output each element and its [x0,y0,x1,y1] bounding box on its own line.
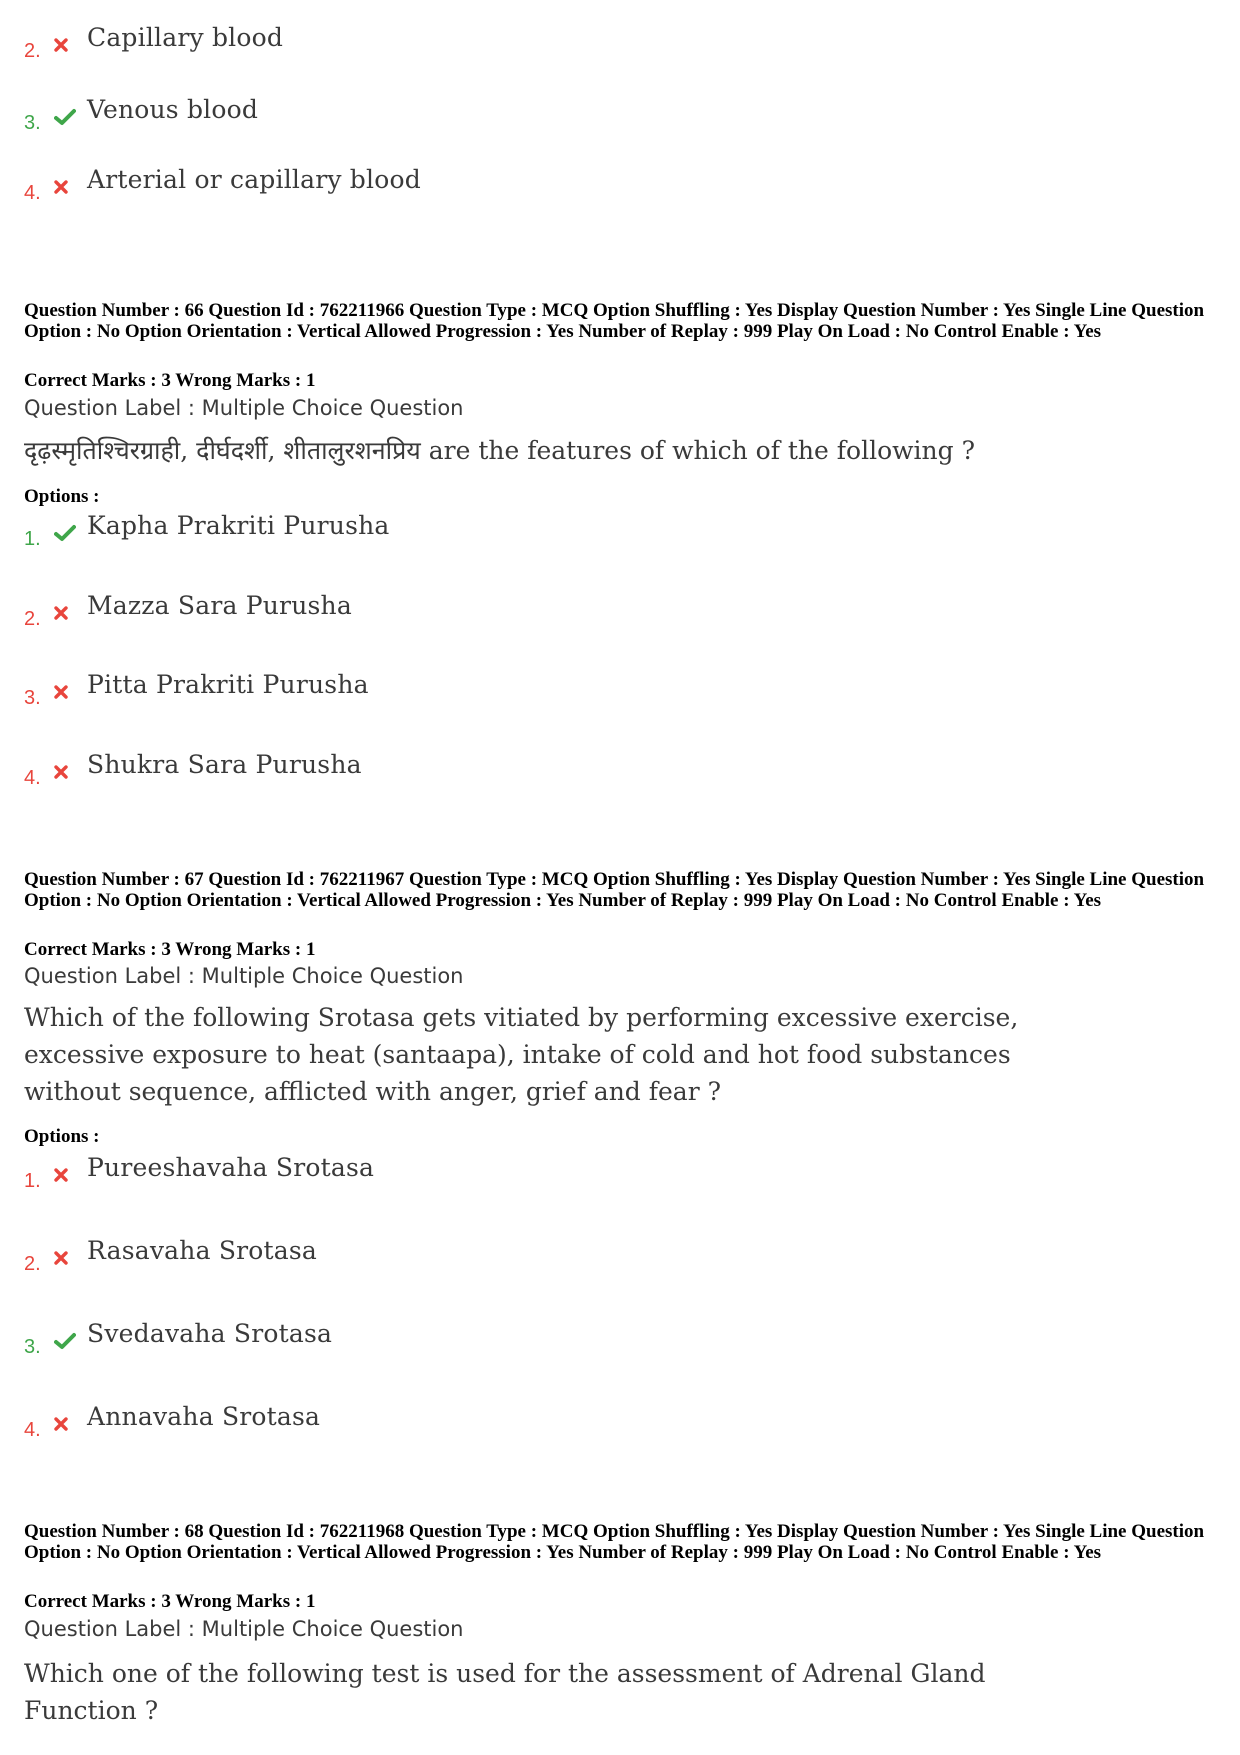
question-text: दृढ़स्मृतिश्चिरग्राही, दीर्घदर्शी, शीतालुरशनप्रिय are the features of which of the following ? [24,436,975,465]
option-number: 1. [24,528,41,550]
option-text: Venous blood [87,95,259,124]
question-label: Question Label : Multiple Choice Question [24,1617,464,1641]
question-meta: Question Number : 67 Question Id : 762211967 Question Type : MCQ Option Shuffling : Yes Display Question Number : Yes Single Line Question Option : No Option Orientation : Vertical Allowed Progression : Yes Number of Replay : 999 Play On Load : No Control Enable : Yes [24,869,1205,911]
cross-icon [54,1251,68,1265]
option-number: 4. [24,1419,41,1441]
option-text: Capillary blood [87,23,284,52]
options-label: Options : [24,486,100,507]
option-text: Rasavaha Srotasa [87,1236,318,1265]
cross-icon [54,765,68,779]
option-number: 2. [24,40,41,62]
cross-icon [54,38,68,52]
question-marks: Correct Marks : 3 Wrong Marks : 1 [24,370,316,391]
check-icon [54,524,76,542]
cross-icon [54,180,68,194]
option-text: Shukra Sara Purusha [87,750,362,779]
options-label: Options : [24,1126,100,1147]
option-number: 3. [24,112,41,134]
question-marks: Correct Marks : 3 Wrong Marks : 1 [24,1591,316,1612]
option-number: 3. [24,687,41,709]
question-text: Which one of the following test is used for the assessment of Adrenal Gland Function ? [24,1659,986,1725]
option-number: 4. [24,767,41,789]
option-text: Annavaha Srotasa [87,1402,321,1431]
option-text: Arterial or capillary blood [87,165,421,194]
check-icon [54,1332,76,1350]
option-text: Pitta Prakriti Purusha [87,670,369,699]
check-icon [54,108,76,126]
cross-icon [54,606,68,620]
question-label: Question Label : Multiple Choice Question [24,964,464,988]
question-label: Question Label : Multiple Choice Question [24,396,464,420]
question-text: Which of the following Srotasa gets vitiated by performing excessive exercise, excessive exposure to heat (santaapa), intake of cold and hot food substances without sequence, afflicted with anger, grief and fear ? [24,1003,1019,1106]
cross-icon [54,685,68,699]
option-text: Pureeshavaha Srotasa [87,1153,375,1182]
option-text: Mazza Sara Purusha [87,591,352,620]
option-number: 2. [24,608,41,630]
option-number: 1. [24,1170,41,1192]
option-number: 3. [24,1336,41,1358]
question-meta: Question Number : 66 Question Id : 762211966 Question Type : MCQ Option Shuffling : Yes Display Question Number : Yes Single Line Question Option : No Option Orientation : Vertical Allowed Progression : Yes Number of Replay : 999 Play On Load : No Control Enable : Yes [24,300,1205,342]
option-text: Kapha Prakriti Purusha [87,511,390,540]
cross-icon [54,1417,68,1431]
option-text: Svedavaha Srotasa [87,1319,333,1348]
option-number: 4. [24,182,41,204]
option-number: 2. [24,1253,41,1275]
question-meta: Question Number : 68 Question Id : 762211968 Question Type : MCQ Option Shuffling : Yes Display Question Number : Yes Single Line Question Option : No Option Orientation : Vertical Allowed Progression : Yes Number of Replay : 999 Play On Load : No Control Enable : Yes [24,1521,1205,1563]
question-marks: Correct Marks : 3 Wrong Marks : 1 [24,939,316,960]
cross-icon [54,1168,68,1182]
